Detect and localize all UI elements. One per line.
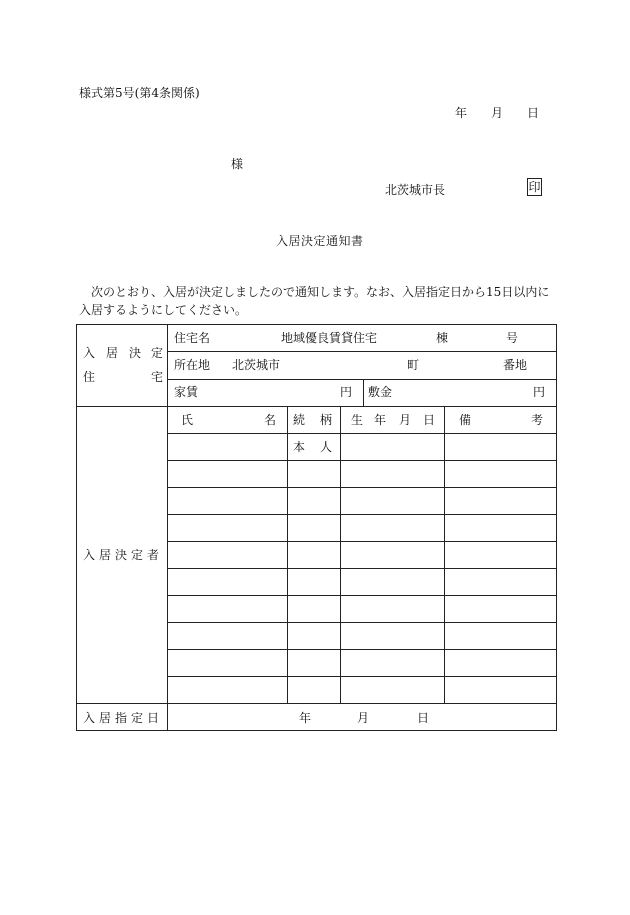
location-label: 所在地	[174, 358, 211, 372]
house-name-value: 地域優良賃貸住宅	[281, 331, 378, 345]
seal-stamp: 印	[528, 180, 541, 194]
header-relation-char: 続	[293, 413, 306, 427]
occupants-label-char: 決	[115, 548, 128, 562]
header-relation-char: 柄	[320, 413, 333, 427]
house-label-char: 居	[106, 346, 119, 360]
header-name-char: 名	[264, 413, 277, 427]
relation-self-char: 本	[293, 440, 306, 454]
notice-body: 次のとおり、入居が決定しましたので通知します。なお、入居指定日から15日以内に入居するようにしてください。	[79, 285, 550, 317]
house-name-label: 住宅名	[174, 331, 211, 345]
rent-unit: 円	[340, 385, 353, 399]
header-birth-char: 日	[423, 413, 436, 427]
house-label-char: 宅	[151, 370, 164, 384]
occupants-label-char: 者	[147, 548, 160, 562]
move-in-month-label: 月	[357, 711, 370, 725]
addressee-suffix: 様	[231, 157, 244, 171]
date-month-label: 月	[491, 106, 504, 120]
location-value: 北茨城市	[232, 358, 281, 372]
document-title: 入居決定通知書	[276, 234, 364, 248]
table-outer-border	[77, 325, 557, 731]
header-name-char: 氏	[181, 413, 194, 427]
form-number: 様式第5号(第4条関係)	[79, 86, 200, 100]
occupants-label-char: 入	[83, 548, 96, 562]
move-in-label-char: 入	[83, 711, 96, 725]
lot-label: 番地	[503, 358, 528, 372]
move-in-label-char: 居	[99, 711, 112, 725]
date-day-label: 日	[527, 106, 540, 120]
move-in-label-char: 定	[131, 711, 144, 725]
house-label-char: 決	[129, 346, 142, 360]
header-birth-char: 生	[351, 413, 364, 427]
occupants-label-char: 定	[131, 548, 144, 562]
move-in-year-label: 年	[299, 711, 312, 725]
header-birth-char: 年	[374, 413, 387, 427]
house-label-char: 入	[83, 346, 96, 360]
town-label: 町	[407, 358, 420, 372]
unit-label: 号	[506, 331, 519, 345]
move-in-label-char: 指	[115, 711, 128, 725]
deposit-label: 敷金	[368, 385, 393, 399]
occupants-label-char: 居	[99, 548, 112, 562]
header-remarks-char: 考	[531, 413, 544, 427]
date-year-label: 年	[455, 106, 468, 120]
relation-self-char: 人	[320, 440, 333, 454]
header-birth-char: 月	[399, 413, 412, 427]
header-remarks-char: 備	[459, 413, 472, 427]
sender-name: 北茨城市長	[385, 183, 446, 197]
rent-label: 家賃	[174, 385, 199, 399]
move-in-label-char: 日	[147, 711, 160, 725]
house-label-char: 住	[83, 370, 96, 384]
house-label-char: 定	[151, 346, 164, 360]
building-label: 棟	[436, 331, 449, 345]
move-in-day-label: 日	[417, 711, 430, 725]
deposit-unit: 円	[533, 385, 546, 399]
